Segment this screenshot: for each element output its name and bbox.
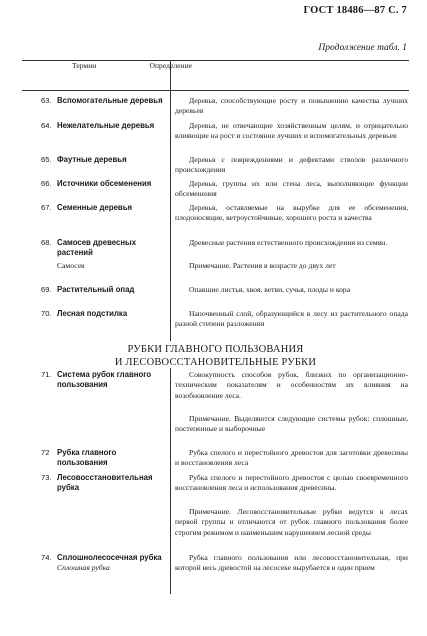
term-name: Фаутные деревья bbox=[57, 155, 127, 164]
term-name: Рубка главного пользования bbox=[57, 448, 117, 468]
term-number: 66. bbox=[41, 179, 52, 188]
term-number: 65. bbox=[41, 155, 52, 164]
term-number: 67. bbox=[41, 203, 52, 212]
term-note: Примечание. Лесовосстановительные рубки ведутся в лесах первой группы и отличаются от рубок главного пользования более строгим режимом и наименьшим нарушением лесной среды bbox=[175, 507, 408, 537]
term-number: 68. bbox=[41, 238, 52, 247]
term-definition: Деревья, оставляемые на вырубке для ее обсеменения, плодоносящие, ветроустойчивые, хорошего роста и качества bbox=[175, 203, 408, 223]
term-name: Семенные деревья bbox=[57, 203, 133, 212]
term-synonym: Самосев bbox=[57, 261, 85, 270]
table-header bbox=[22, 60, 409, 91]
term-number: 74. bbox=[41, 553, 52, 562]
term-number: 69. bbox=[41, 285, 52, 294]
term-number: 73. bbox=[41, 473, 52, 482]
term-definition: Рубка спелого и перестойного древостоя с целью своевременного восстановления леса и использования древесины. bbox=[175, 473, 408, 493]
term-number: 71. bbox=[41, 370, 52, 379]
term-definition: Деревья, способствующие росту и повышению качества лучших деревьев bbox=[175, 96, 408, 116]
term-definition: Совокупность способов рубок, близких по организационно-техническим показателям и особенностям их влияния на возобновление леса. bbox=[175, 370, 408, 400]
term-definition: Деревья с повреждениями и дефектами стволов различного происхождения bbox=[175, 155, 408, 175]
term-number: 72 bbox=[41, 448, 50, 457]
table-continuation: Продолжение табл. 1 bbox=[318, 43, 407, 53]
term-number: 70. bbox=[41, 309, 52, 318]
term-definition: Деревья, не отвечающие хозяйственным целям, и отрицательно влияющие на рост и состояние лучших и вспомогательных деревьев bbox=[175, 121, 408, 141]
term-note: Примечание. Растения в возрасте до двух лет bbox=[189, 261, 336, 270]
header-definition: Определение bbox=[149, 61, 193, 70]
term-synonym: Сплошная рубка bbox=[57, 563, 110, 573]
term-definition: Деревья, группы их или стена леса, выполняющие функции обсеменения bbox=[175, 179, 408, 199]
term-name: Растительный опад bbox=[57, 285, 135, 294]
term-name: Самосев древесных растений bbox=[57, 238, 137, 258]
term-name: Система рубок главного пользования bbox=[57, 370, 152, 390]
term-name: Лесовосстановительная рубка bbox=[57, 473, 153, 493]
term-number: 64. bbox=[41, 121, 52, 130]
column-divider bbox=[170, 89, 171, 341]
term-definition: Опавшие листья, хвоя, ветви, сучья, плоды и кора bbox=[189, 285, 351, 294]
term-number: 63. bbox=[41, 96, 52, 105]
term-name: Вспомогательные деревья bbox=[57, 96, 163, 105]
header-term: Термин bbox=[72, 61, 97, 70]
term-definition: Древесные растения естественного происхождения из семян. bbox=[189, 238, 388, 247]
section-title: РУБКИ ГЛАВНОГО ПОЛЬЗОВАНИЯ И ЛЕСОВОССТАНОВИТЕЛЬНЫЕ РУБКИ bbox=[114, 344, 317, 368]
term-name: Сплошнолесосечная рубка Сплошная рубка bbox=[57, 553, 167, 574]
term-definition: Напочвенный слой, образующийся в лесу из растительного опада разной степени разложения bbox=[175, 309, 408, 329]
term-definition: Рубка главного пользования или лесовосстановительная, при которой весь древостой на лесосеке вырубается в один прием bbox=[175, 553, 408, 573]
term-note: Примечание. Выделяются следующие системы рубок: сплошные, постепенные и выборочные bbox=[175, 414, 408, 434]
term-name: Лесная подстилка bbox=[57, 309, 128, 318]
term-name: Источники обсеменения bbox=[57, 179, 152, 188]
page-header: ГОСТ 18486—87 С. 7 bbox=[303, 5, 407, 16]
term-definition: Рубка спелого и перестойного древостоя для заготовки древесины и восстановления леса bbox=[175, 448, 408, 468]
term-name: Нежелательные деревья bbox=[57, 121, 155, 130]
column-divider bbox=[170, 368, 171, 594]
